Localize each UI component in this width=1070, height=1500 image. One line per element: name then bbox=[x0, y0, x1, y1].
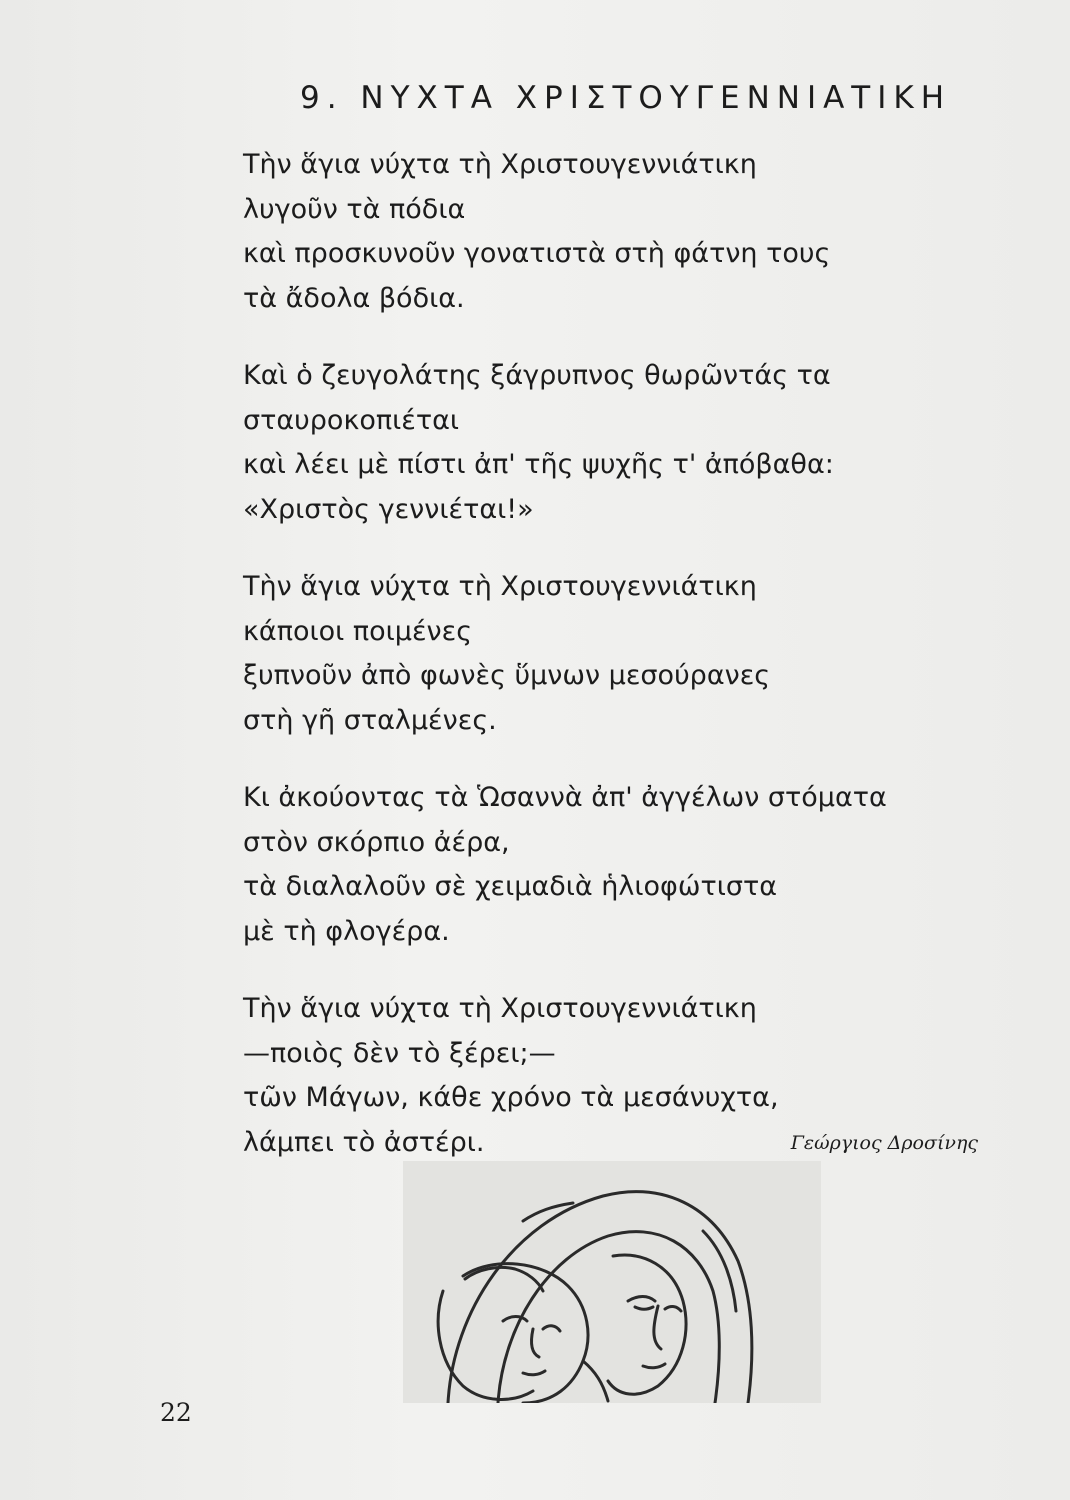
poem-line: στὴ γῆ σταλμένες. bbox=[243, 704, 497, 736]
stanza-1 bbox=[243, 143, 1003, 321]
poem-line: τῶν Μάγων, κάθε χρόνο τὰ μεσάνυχτα, bbox=[243, 1082, 779, 1113]
poem-line: —ποιὸς δὲν τὸ ξέρει;— bbox=[243, 1037, 556, 1069]
poem-line: λάμπει τὸ ἀστέρι. bbox=[243, 1126, 485, 1158]
stanza-2 bbox=[243, 354, 1003, 532]
stanza-4 bbox=[243, 776, 1003, 954]
author-signature: Γεώργιος Δροσίνης bbox=[790, 1132, 978, 1154]
poem-line: τὰ διαλαλοῦν σὲ χειμαδιὰ ἡλιοφώτιστα bbox=[243, 871, 778, 902]
poem-line: στὸν σκόρπιο ἀέρα, bbox=[243, 826, 510, 858]
page-number: 22 bbox=[160, 1398, 192, 1427]
poem-line: «Χριστὸς γεννιέται!» bbox=[243, 493, 534, 525]
poem-line: Τὴν ἅγια νύχτα τὴ Χριστουγεννιάτικη bbox=[243, 149, 757, 180]
madonna-and-child-icon bbox=[403, 1161, 821, 1403]
stanza-3 bbox=[243, 565, 1003, 743]
poem-line: Κι ἀκούοντας τὰ Ὡσαννὰ ἀπ' ἀγγέλων στόματα bbox=[243, 782, 887, 813]
poem-line: λυγοῦν τὰ πόδια bbox=[243, 193, 466, 225]
poem-title: 9. ΝΥΧΤΑ ΧΡΙΣΤΟΥΓΕΝΝΙΑΤΙΚΗ bbox=[300, 80, 952, 116]
poem-line: καὶ προσκυνοῦν γονατιστὰ στὴ φάτνη τους bbox=[243, 238, 831, 269]
poem-line: καὶ λέει μὲ πίστι ἀπ' τῆς ψυχῆς τ' ἀπόβαθα: bbox=[243, 449, 834, 480]
poem-line: σταυροκοπιέται bbox=[243, 404, 460, 436]
poem-line: κάποιοι ποιμένες bbox=[243, 615, 473, 647]
poem-line: μὲ τὴ φλογέρα. bbox=[243, 915, 450, 947]
poem-line: Καὶ ὁ ζευγολάτης ξάγρυπνος θωρῶντάς τα bbox=[243, 360, 831, 391]
poem-line: τὰ ἄδολα βόδια. bbox=[243, 282, 465, 314]
poem-line: Τὴν ἅγια νύχτα τὴ Χριστουγεννιάτικη bbox=[243, 571, 757, 602]
poem-line: ξυπνοῦν ἀπὸ φωνὲς ὕμνων μεσούρανες bbox=[243, 660, 771, 691]
poem-body bbox=[243, 143, 1003, 1198]
poem-line: Τὴν ἅγια νύχτα τὴ Χριστουγεννιάτικη bbox=[243, 993, 757, 1024]
